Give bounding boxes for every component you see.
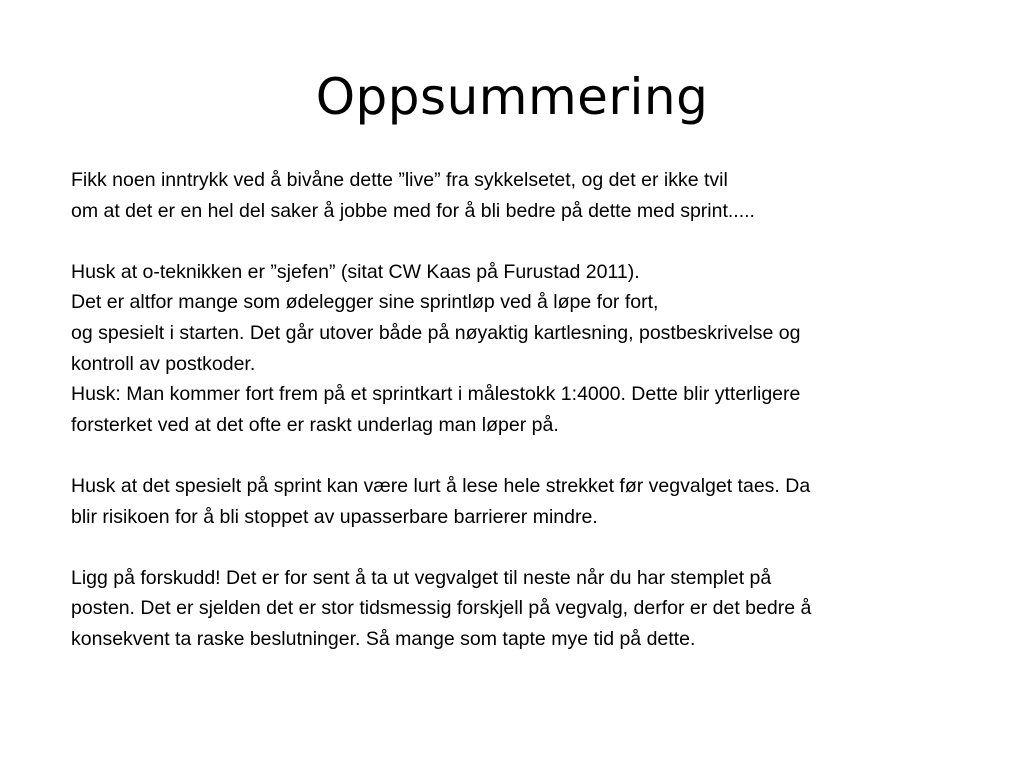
slide-title: Oppsummering: [315, 68, 709, 126]
body-line: og spesielt i starten. Det går utover både på nøyaktig kartlesning, postbeskrivelse og: [71, 321, 801, 344]
body-line: Husk at o-teknikken er ”sjefen” (sitat CW Kaas på Furustad 2011).: [71, 260, 640, 283]
body-line: Husk: Man kommer fort frem på et sprintkart i målestokk 1:4000. Dette blir ytterligere: [71, 383, 801, 406]
slide-body: [71, 165, 1011, 655]
body-line: Ligg på forskudd! Det er for sent å ta ut vegvalget til neste når du har stemplet på: [71, 566, 772, 589]
paragraph-spacer: [71, 532, 1011, 563]
body-line: forsterket ved at det ofte er raskt underlag man løper på.: [71, 413, 559, 436]
body-line: om at det er en hel del saker å jobbe med for å bli bedre på dette med sprint.....: [71, 199, 755, 222]
paragraph-spacer: [71, 226, 1011, 257]
body-line: Det er altfor mange som ødelegger sine sprintløp ved å løpe for fort,: [71, 291, 659, 314]
paragraph-spacer: [71, 440, 1011, 471]
body-line: kontroll av postkoder.: [71, 352, 256, 375]
body-line: blir risikoen for å bli stoppet av upasserbare barrierer mindre.: [71, 505, 598, 528]
body-line: konsekvent ta raske beslutninger. Så mange som tapte mye tid på dette.: [71, 627, 696, 650]
body-line: Husk at det spesielt på sprint kan være lurt å lese hele strekket før vegvalget taes. Da: [71, 474, 811, 497]
body-line: posten. Det er sjelden det er stor tidsmessig forskjell på vegvalg, derfor er det bedre å: [71, 597, 812, 620]
body-line: Fikk noen inntrykk ved å bivåne dette ”live” fra sykkelsetet, og det er ikke tvil: [71, 169, 728, 191]
